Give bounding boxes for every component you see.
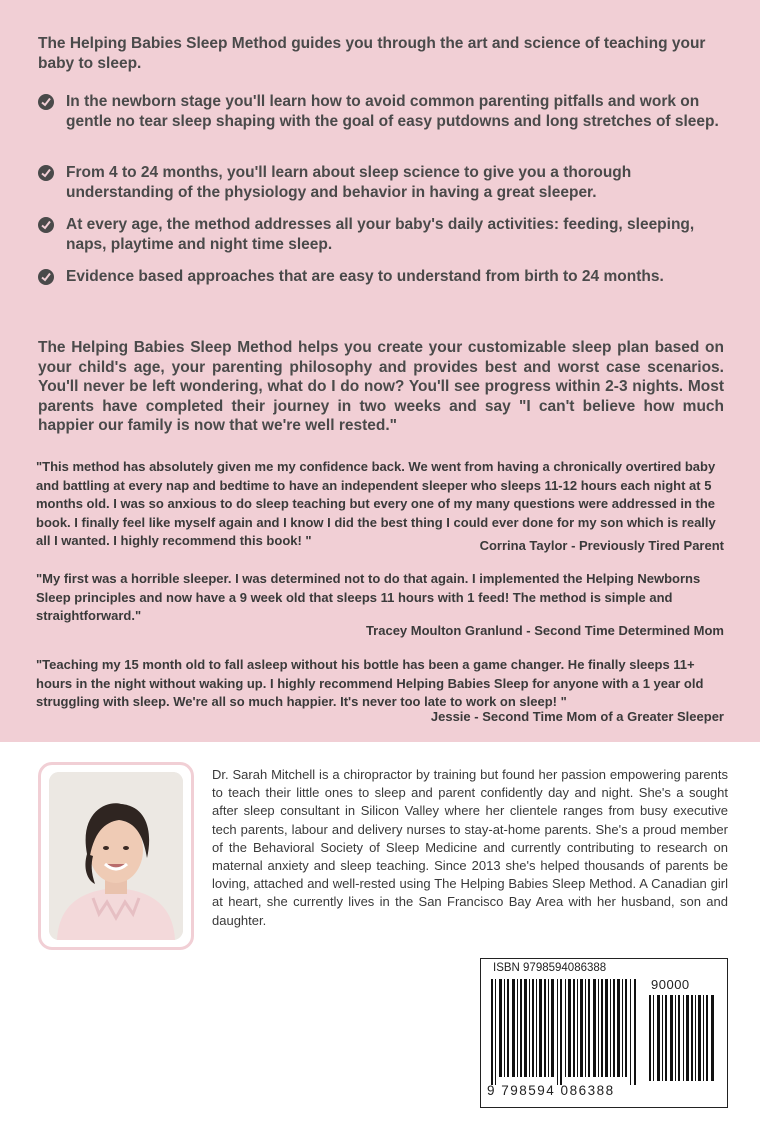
isbn-label: ISBN 9798594086388 <box>493 962 607 974</box>
testimonial-attribution: Corrina Taylor - Previously Tired Parent <box>479 538 724 553</box>
feature-text: In the newborn stage you'll learn how to avoid common parenting pitfalls and work on gentle no tear sleep shaping with the goal of easy putdowns and long stretches of sleep. <box>66 93 719 130</box>
feature-item <box>38 215 728 254</box>
testimonial-attribution: Jessie - Second Time Mom of a Greater Sleeper <box>430 709 724 724</box>
plan-paragraph: The Helping Babies Sleep Method helps you create your customizable sleep plan based on your child's age, your parenting philosophy and provides best and worst case scenarios. You'll never be left wondering, what do I do now? You'll see progress within 2-3 nights. Most parents have completed their journey in two weeks and say "I can't believe how much happier our family is now that we're well rested." <box>38 339 724 434</box>
price-barcode-bars <box>649 995 717 1081</box>
author-bio: Dr. Sarah Mitchell is a chiropractor by training but found her passion empowering parents to teach their little ones to sleep and parent confidently day and night. She's a sought after sleep consultant in Silicon Valley where her clientele ranges from busy executive tech parents, labour and delivery nurses to stay-at-home parents. She's a proud member of the Behavioral Society of Sleep Medicine and currently contributing to research on maternal anxiety and sleep teaching. Since 2013 she's helped thousands of parents be loving, attached and well-rested using The Helping Babies Sleep Method. A Canadian girl at heart, she currently lives in the San Francisco Bay Area with her husband, son and daughter. <box>212 767 728 928</box>
testimonial-quote: "Teaching my 15 month old to fall asleep without his bottle has been a game changer. He finally sleeps 11+ hours in the night without waking up. I highly recommend Helping Babies Sleep for anyone with a 1 year old struggling with sleep. We're all so much happier. It's never too late to work on sleep! " <box>36 657 704 709</box>
testimonial-quote: "This method has absolutely given me my confidence back. We went from having a chronically overtired baby and battling at every nap and bedtime to have an independent sleeper who sleeps 11-12 hours each night at 5 months old. I was so anxious to do sleep teaching but every one of my many questions were addressed in the book. I finally feel like myself again and I know I did the best thing I could ever done for my son which is really all I wanted. I highly recommend this book! " <box>36 459 716 548</box>
author-photo-frame <box>38 762 194 950</box>
feature-text: Evidence based approaches that are easy to understand from birth to 24 months. <box>66 268 664 285</box>
check-circle-icon <box>38 217 54 233</box>
testimonial-quote: "My first was a horrible sleeper. I was determined not to do that again. I implemented the Helping Newborns Sleep principles and now have a 9 week old that sleeps 11 hours with 1 feed! The method is simple and straightforward." <box>36 571 701 623</box>
feature-item <box>38 92 728 150</box>
feature-item <box>38 163 728 202</box>
feature-text: At every age, the method addresses all your baby's daily activities: feeding, sleeping, naps, playtime and night time sleep. <box>66 216 695 253</box>
isbn-barcode <box>480 958 728 1108</box>
feature-list <box>38 92 728 319</box>
price-code: 90000 <box>651 977 690 992</box>
check-circle-icon <box>38 165 54 181</box>
check-circle-icon <box>38 94 54 110</box>
isbn-digits: 9 798594 086388 <box>487 1083 615 1098</box>
feature-item <box>38 267 728 306</box>
feature-text: From 4 to 24 months, you'll learn about sleep science to give you a thorough understanding of the physiology and behavior in having a great sleeper. <box>66 164 632 201</box>
check-circle-icon <box>38 269 54 285</box>
intro-text: The Helping Babies Sleep Method guides you through the art and science of teaching your baby to sleep. <box>38 35 706 72</box>
barcode-bars <box>489 979 639 1085</box>
author-photo <box>49 772 183 940</box>
testimonial-attribution: Tracey Moulton Granlund - Second Time Determined Mom <box>365 623 724 638</box>
